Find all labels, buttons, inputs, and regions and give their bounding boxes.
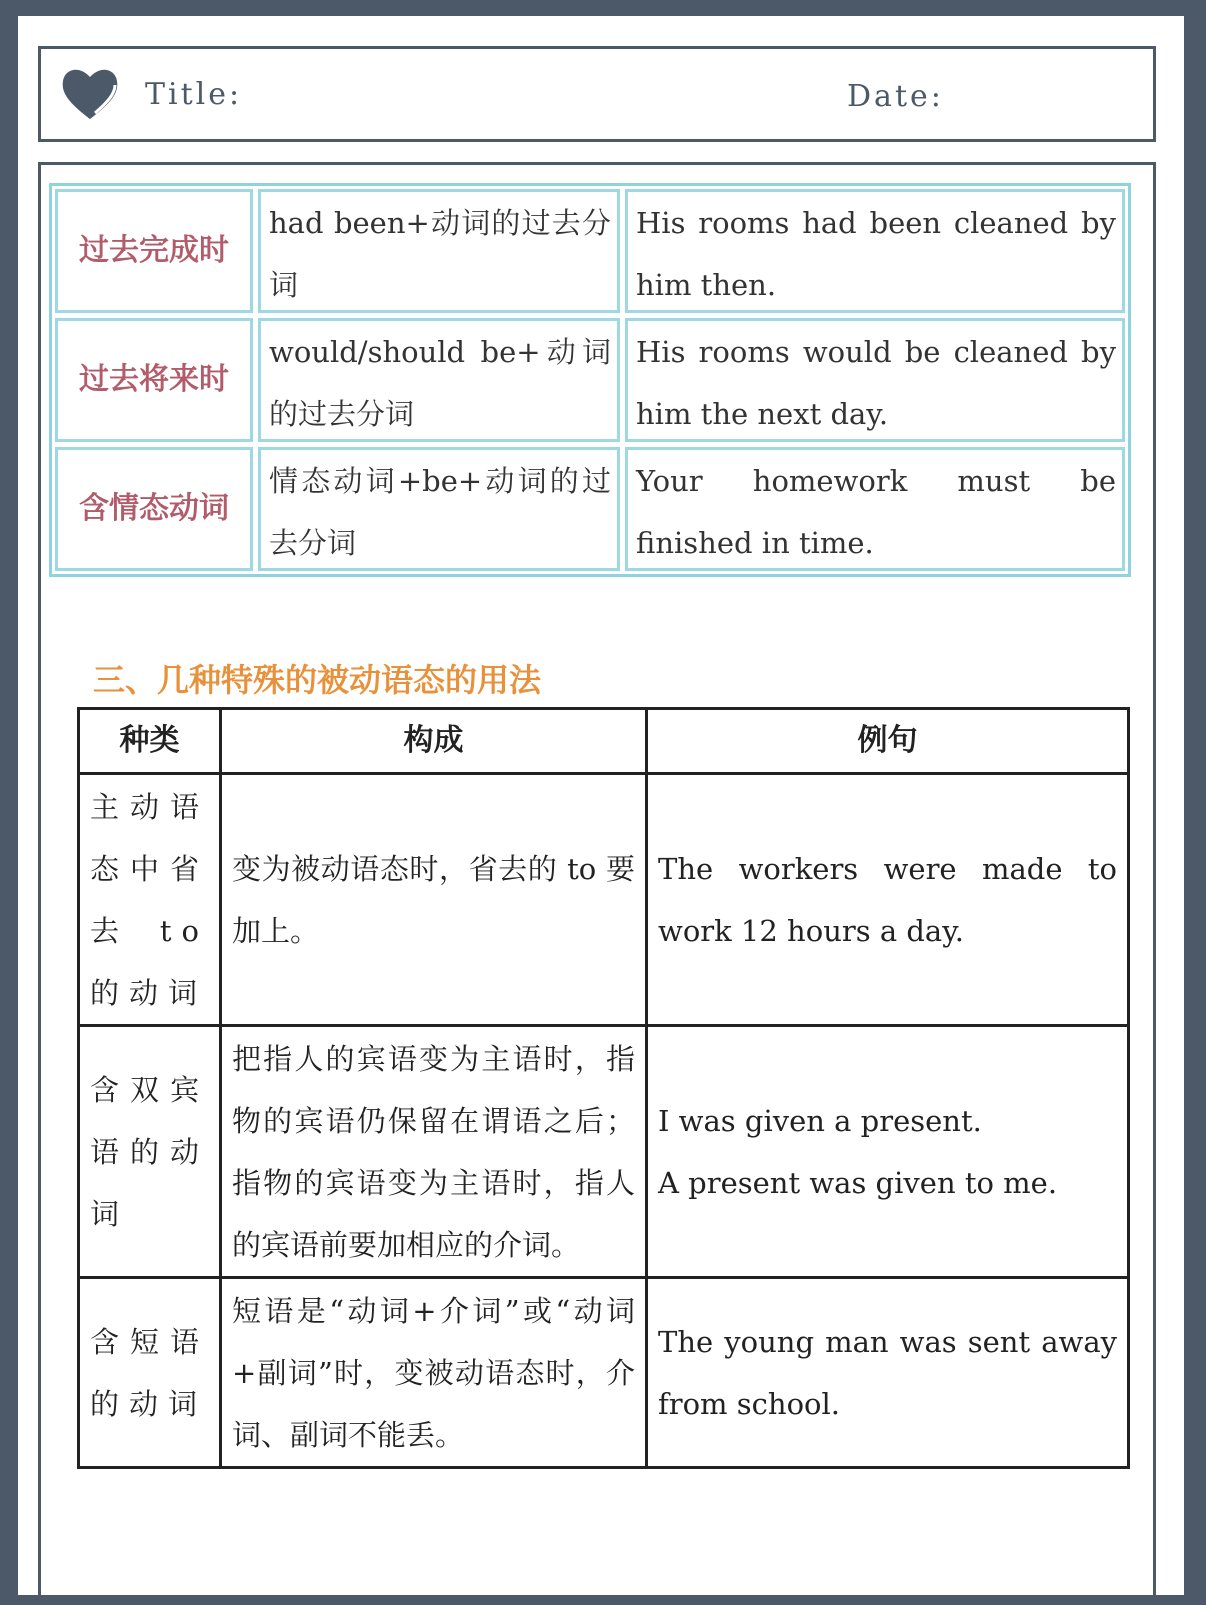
example-cell: The young man was sent away from school. — [647, 1278, 1129, 1468]
tense-structure-cell: would/should be+动词的过去分词 — [258, 318, 620, 442]
column-header-kind: 种类 — [79, 709, 221, 774]
example-cell — [647, 1026, 1129, 1278]
tense-example-cell: His rooms would be cleaned by him the next day. — [625, 318, 1125, 442]
date-label: Date: — [847, 79, 944, 114]
tense-example-cell: His rooms had been cleaned by him then. — [625, 189, 1125, 313]
kind-cell: 含短语的动词 — [79, 1278, 221, 1468]
table-row — [79, 1026, 1129, 1278]
notebook-page — [18, 16, 1184, 1595]
header-box — [38, 46, 1156, 142]
table-row — [79, 774, 1129, 1026]
tense-example-cell: Your homework must be finished in time. — [625, 447, 1125, 571]
title-label: Title: — [145, 77, 243, 112]
tense-structure-cell: had been+动词的过去分词 — [258, 189, 620, 313]
table-header-row — [79, 709, 1129, 774]
column-header-structure: 构成 — [221, 709, 647, 774]
structure-cell: 变为被动语态时，省去的 to 要加上。 — [221, 774, 647, 1026]
example-cell: The workers were made to work 12 hours a day. — [647, 774, 1129, 1026]
special-passive-table — [77, 707, 1130, 1469]
example-line: A present was given to me. — [658, 1165, 1058, 1200]
content-box — [38, 162, 1156, 1605]
heart-icon — [59, 63, 121, 123]
structure-cell: 把指人的宾语变为主语时，指物的宾语仍保留在谓语之后；指物的宾语变为主语时，指人的宾语前要加相应的介词。 — [221, 1026, 647, 1278]
tense-table — [49, 183, 1131, 577]
tense-name-cell: 过去完成时 — [55, 189, 253, 313]
kind-cell: 主动语态中省去to的动词 — [79, 774, 221, 1026]
kind-cell: 含双宾语的动词 — [79, 1026, 221, 1278]
section-heading: 三、几种特殊的被动语态的用法 — [93, 661, 542, 699]
tense-structure-cell: 情态动词+be+动词的过去分词 — [258, 447, 620, 571]
column-header-example: 例句 — [647, 709, 1129, 774]
structure-cell: 短语是“动词+介词”或“动词+副词”时，变被动语态时，介词、副词不能丢。 — [221, 1278, 647, 1468]
tense-name-cell: 过去将来时 — [55, 318, 253, 442]
example-line: I was given a present. — [658, 1103, 982, 1138]
tense-name-cell: 含情态动词 — [55, 447, 253, 571]
table-row — [79, 1278, 1129, 1468]
